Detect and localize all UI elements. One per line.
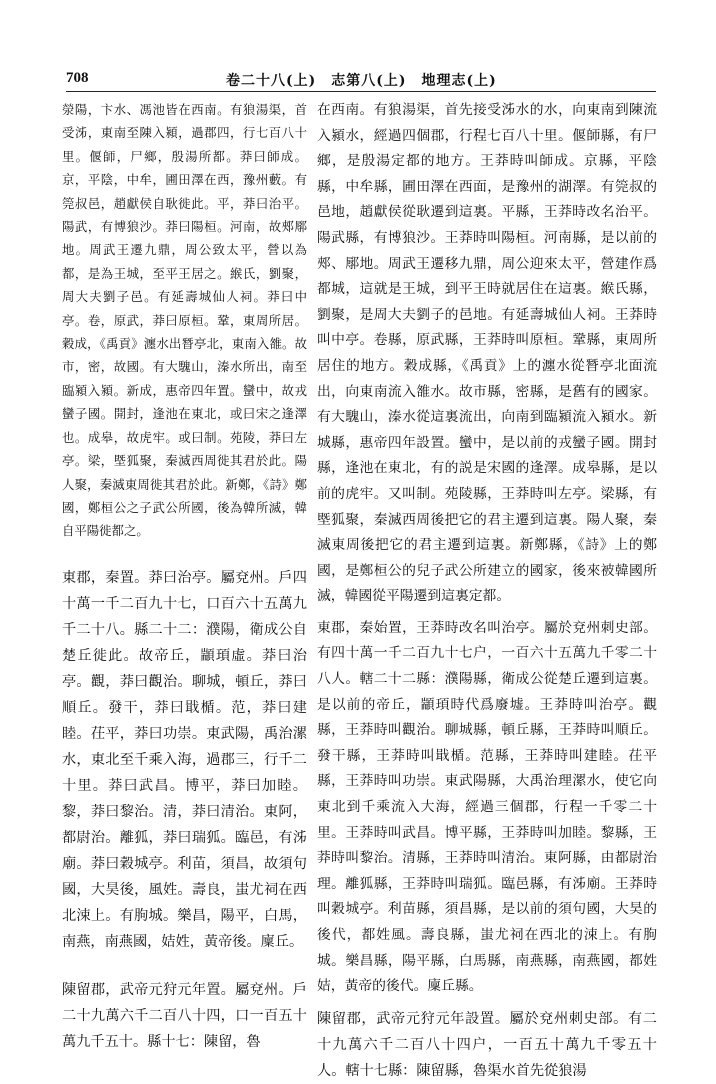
right-paragraph-dongjun: 東郡，秦始置，王莽時改名叫治亭。屬於兗州刺史部。有四十萬一千二百九十七户，一百六十五萬九千零二十八人。轄二十二縣：濮陽縣，衛成公從楚丘遷到這裏。是以前的帝丘，顓頊時代爲廢墟。王莽時叫治亭。觀縣，王莽時叫觀治。聊城縣，頓丘縣，王莽時叫順丘。發干縣，王莽時叫戢楯。范縣，王莽時叫建睦。茌平縣，王莽時叫功崇。東武陽縣，大禹治理漯水，使它向東北到千乘流入大海，經過三個郡，行程一千零二十里。王莽時叫武昌。博平縣，王莽時叫加睦。黎縣，王莽時叫黎治。清縣，王莽時叫清治。東阿縣，由都尉治理。離狐縣，王莽時叫瑞狐。臨邑縣，有泲廟。王莽時叫穀城亭。利苗縣，須昌縣，是以前的須句國，大昊的後代，都姓風。壽良縣，蚩尤祠在西北的涑上。有朐城。樂昌縣，陽平縣，白馬縣，南燕縣，南燕國，都姓姞，黃帝的後代。廩丘縣。: [317, 619, 657, 995]
header-rule: [66, 91, 656, 92]
left-paragraph-dongjun: 東郡，秦置。莽曰治亭。屬兗州。戶四十萬一千二百九十七，口百六十五萬九千二十八。縣二十二：濮陽，衛成公自楚丘徙此。故帝丘，顓頊虛。莽曰治亭。觀，莽曰觀治。聊城，頓丘，莽曰順丘。發干，莽曰戢楯。范，莽曰建睦。茌平，莽曰功崇。東武陽，禹治漯水，東北至千乘入海，過郡三，行千二十里。莽曰武昌。博平，莽曰加睦。黎，莽曰黎治。清，莽曰清治。東阿，都尉治。離狐，莽曰瑞狐。臨邑，有泲廟。莽曰穀城亭。利苗，須昌，故須句國，大昊後，風姓。壽良，蚩尤祠在西北涑上。有朐城。樂昌，陽平，白馬，南燕，南燕國，姞姓，黃帝後。廩丘。: [62, 569, 307, 950]
running-head: 卷二十八(上) 志第八(上) 地理志(上): [226, 73, 497, 89]
right-paragraph-chenliu: 陳留郡，武帝元狩元年設置。屬於兗州刺史部。有二十九萬六千二百八十四户，一百五十萬九千零五十人。轄十七縣：陳留縣，魯渠水首先從狼湯: [317, 1010, 657, 1079]
left-paragraph-henan: 滎陽，卞水、馮池皆在西南。有狼湯渠，首受泲，東南至陳入潁，過郡四，行七百八十里。偃師，尸鄉，殷湯所都。莽曰師成。京，平陰，中牟，圃田澤在西，豫州藪。有筦叔邑，趙獻侯自耿徙此。平，莽曰治平。陽武，有博狼沙。莽曰陽桓。河南，故郟鄏地。周武王遷九鼎，周公致太平，營以為都，是為王城，至平王居之。緱氏，劉聚，周大夫劉子邑。有延壽城仙人祠。莽曰中亭。卷，原武，莽曰原桓。鞏，東周所居。穀成，《禹貢》瀍水出朁亭北，東南入雒。故市，密，故國。有大騩山，溱水所出，南至臨潁入潁。新成，惠帝四年置。蠻中，故戎蠻子國。開封，逢池在東北，或曰宋之逢澤也。成皋，故虎牢。或曰制。苑陵，莽曰左亭。梁，塈狐聚，秦滅西周徙其君於此。陽人聚，秦滅東周徙其君於此。新鄭，《詩》鄭國，鄭桓公之子武公所國，後為韓所滅，韓自平陽徙都之。: [62, 102, 307, 539]
right-column-translation: [317, 98, 657, 1079]
right-paragraph-henan: 在西南。有狼湯渠，首先接受泲水的水，向東南到陳流入潁水，經過四個郡，行程七百八十里。偃師縣，有尸鄉，是殷湯定都的地方。王莽時叫師成。京縣，平陰縣，中牟縣，圃田澤在西面，是豫州的湖澤。有筦叔的邑地，趙獻侯從耿遷到這裏。平縣，王莽時改名治平。陽武縣，有博狼沙。王莽時叫陽桓。河南縣，是以前的郟、鄏地。周武王遷移九鼎，周公迎來太平，營建作爲都城，這就是王城，到平王時就居住在這裏。緱氏縣，劉聚，是周大夫劉子的邑地。有延壽城仙人祠。王莽時叫中亭。卷縣，原武縣，王莽時叫原桓。鞏縣，東周所居住的地方。穀成縣，《禹貢》上的瀍水從朁亭北面流出，向東南流入雒水。故市縣，密縣，是舊有的國家。有大騩山，溱水從這裏流出，向南到臨潁流入潁水。新城縣，惠帝四年設置。蠻中，是以前的戎蠻子國。開封縣，逢池在東北，有的説是宋國的逢澤。成皋縣，是以前的虎牢。又叫制。苑陵縣，王莽時叫左亭。梁縣，有塈狐聚，秦滅西周後把它的君主遷到這裏。陽人聚，秦滅東周後把它的君主遷到這裏。新鄭縣，《詩》上的鄭國，是鄭桓公的兒子武公所建立的國家，後來被韓國所滅，韓國從平陽遷到這裏定都。: [317, 102, 657, 605]
left-column-original-text: [62, 98, 307, 1050]
page-header: [66, 70, 656, 92]
page-number: 708: [66, 70, 89, 86]
left-paragraph-chenliu: 陳留郡，武帝元狩元年置。屬兗州。戶二十九萬六千二百八十四，口一百五十萬九千五十。縣十七：陳留，魯: [62, 981, 307, 1050]
